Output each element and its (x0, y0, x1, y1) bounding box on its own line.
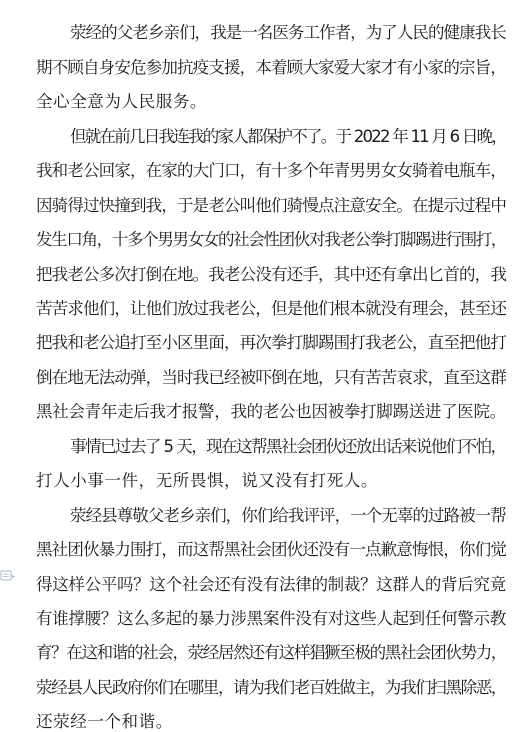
text-line: 黑社会青年走后我才报警，我的老公也因被拳打脚踢送进了医院。 (36, 402, 506, 421)
text-line: 荥经县人民政府你们在哪里，请为我们老百姓做主，为我们扫黑除恶， (36, 678, 507, 697)
text-line: 把我老公多次打倒在地。我老公没有还手，其中还有拿出匕首的，我 (36, 265, 507, 284)
text-line: 把我和老公追打至小区里面，再次拳打脚踢围打我老公，直至把他打 (36, 333, 507, 352)
text-line: 倒在地无法动弹，当时我已经被吓倒在地，只有苦苦哀求，直至这群 (36, 368, 507, 387)
text-line: 我和老公回家，在家的大门口，有十多个年青男男女女骑着电瓶车， (36, 161, 507, 180)
text-line: 有谁撑腰？这么多起的暴力涉黑案件没有对这些人起到任何警示教 (36, 609, 506, 628)
text-line: 事情已过去了 5 天，现在这帮黑社会团伙还放出话来说他们不怕， (70, 437, 506, 456)
text-line: 但就在前几日我连我的家人都保护不了。于 2022 年 11 月 6 日晚， (70, 127, 507, 146)
text-line: 荥经县尊敬父老乡亲们，你们给我评评，一个无辜的过路被一帮 (70, 506, 506, 525)
text-line: 发生口角，十多个男男女女的社会性团伙对我老公拳打脚踢进行围打， (36, 230, 507, 249)
text-line: 育？在这和谐的社会，荥经居然还有这样猖獗至极的黑社会团伙势力， (36, 643, 507, 662)
text-line: 打人小事一件，无所畏惧，说又没有打死人。 (36, 471, 378, 490)
text-line: 得这样公平吗？这个社会还有没有法律的制裁？这群人的背后究竟 (36, 575, 506, 594)
document-comment-icon[interactable] (0, 568, 16, 582)
text-line: 苦苦求他们，让他们放过我老公，但是他们根本就没有理会，甚至还 (36, 299, 507, 318)
text-line: 还荥经一个和谐。 (36, 712, 173, 731)
text-line: 全心全意为人民服务。 (36, 92, 207, 111)
text-line: 荥经的父老乡亲们，我是一名医务工作者，为了人民的健康我长 (70, 23, 506, 42)
text-line: 因骑得过快撞到我，于是老公叫他们骑慢点注意安全。在提示过程中 (36, 196, 507, 215)
text-line: 期不顾自身安危参加抗疫支援，本着顾大家爱大家才有小家的宗旨， (36, 58, 507, 77)
text-line: 黑社团伙暴力围打，而这帮黑社会团伙还没有一点歉意悔恨，你们觉 (36, 540, 507, 559)
